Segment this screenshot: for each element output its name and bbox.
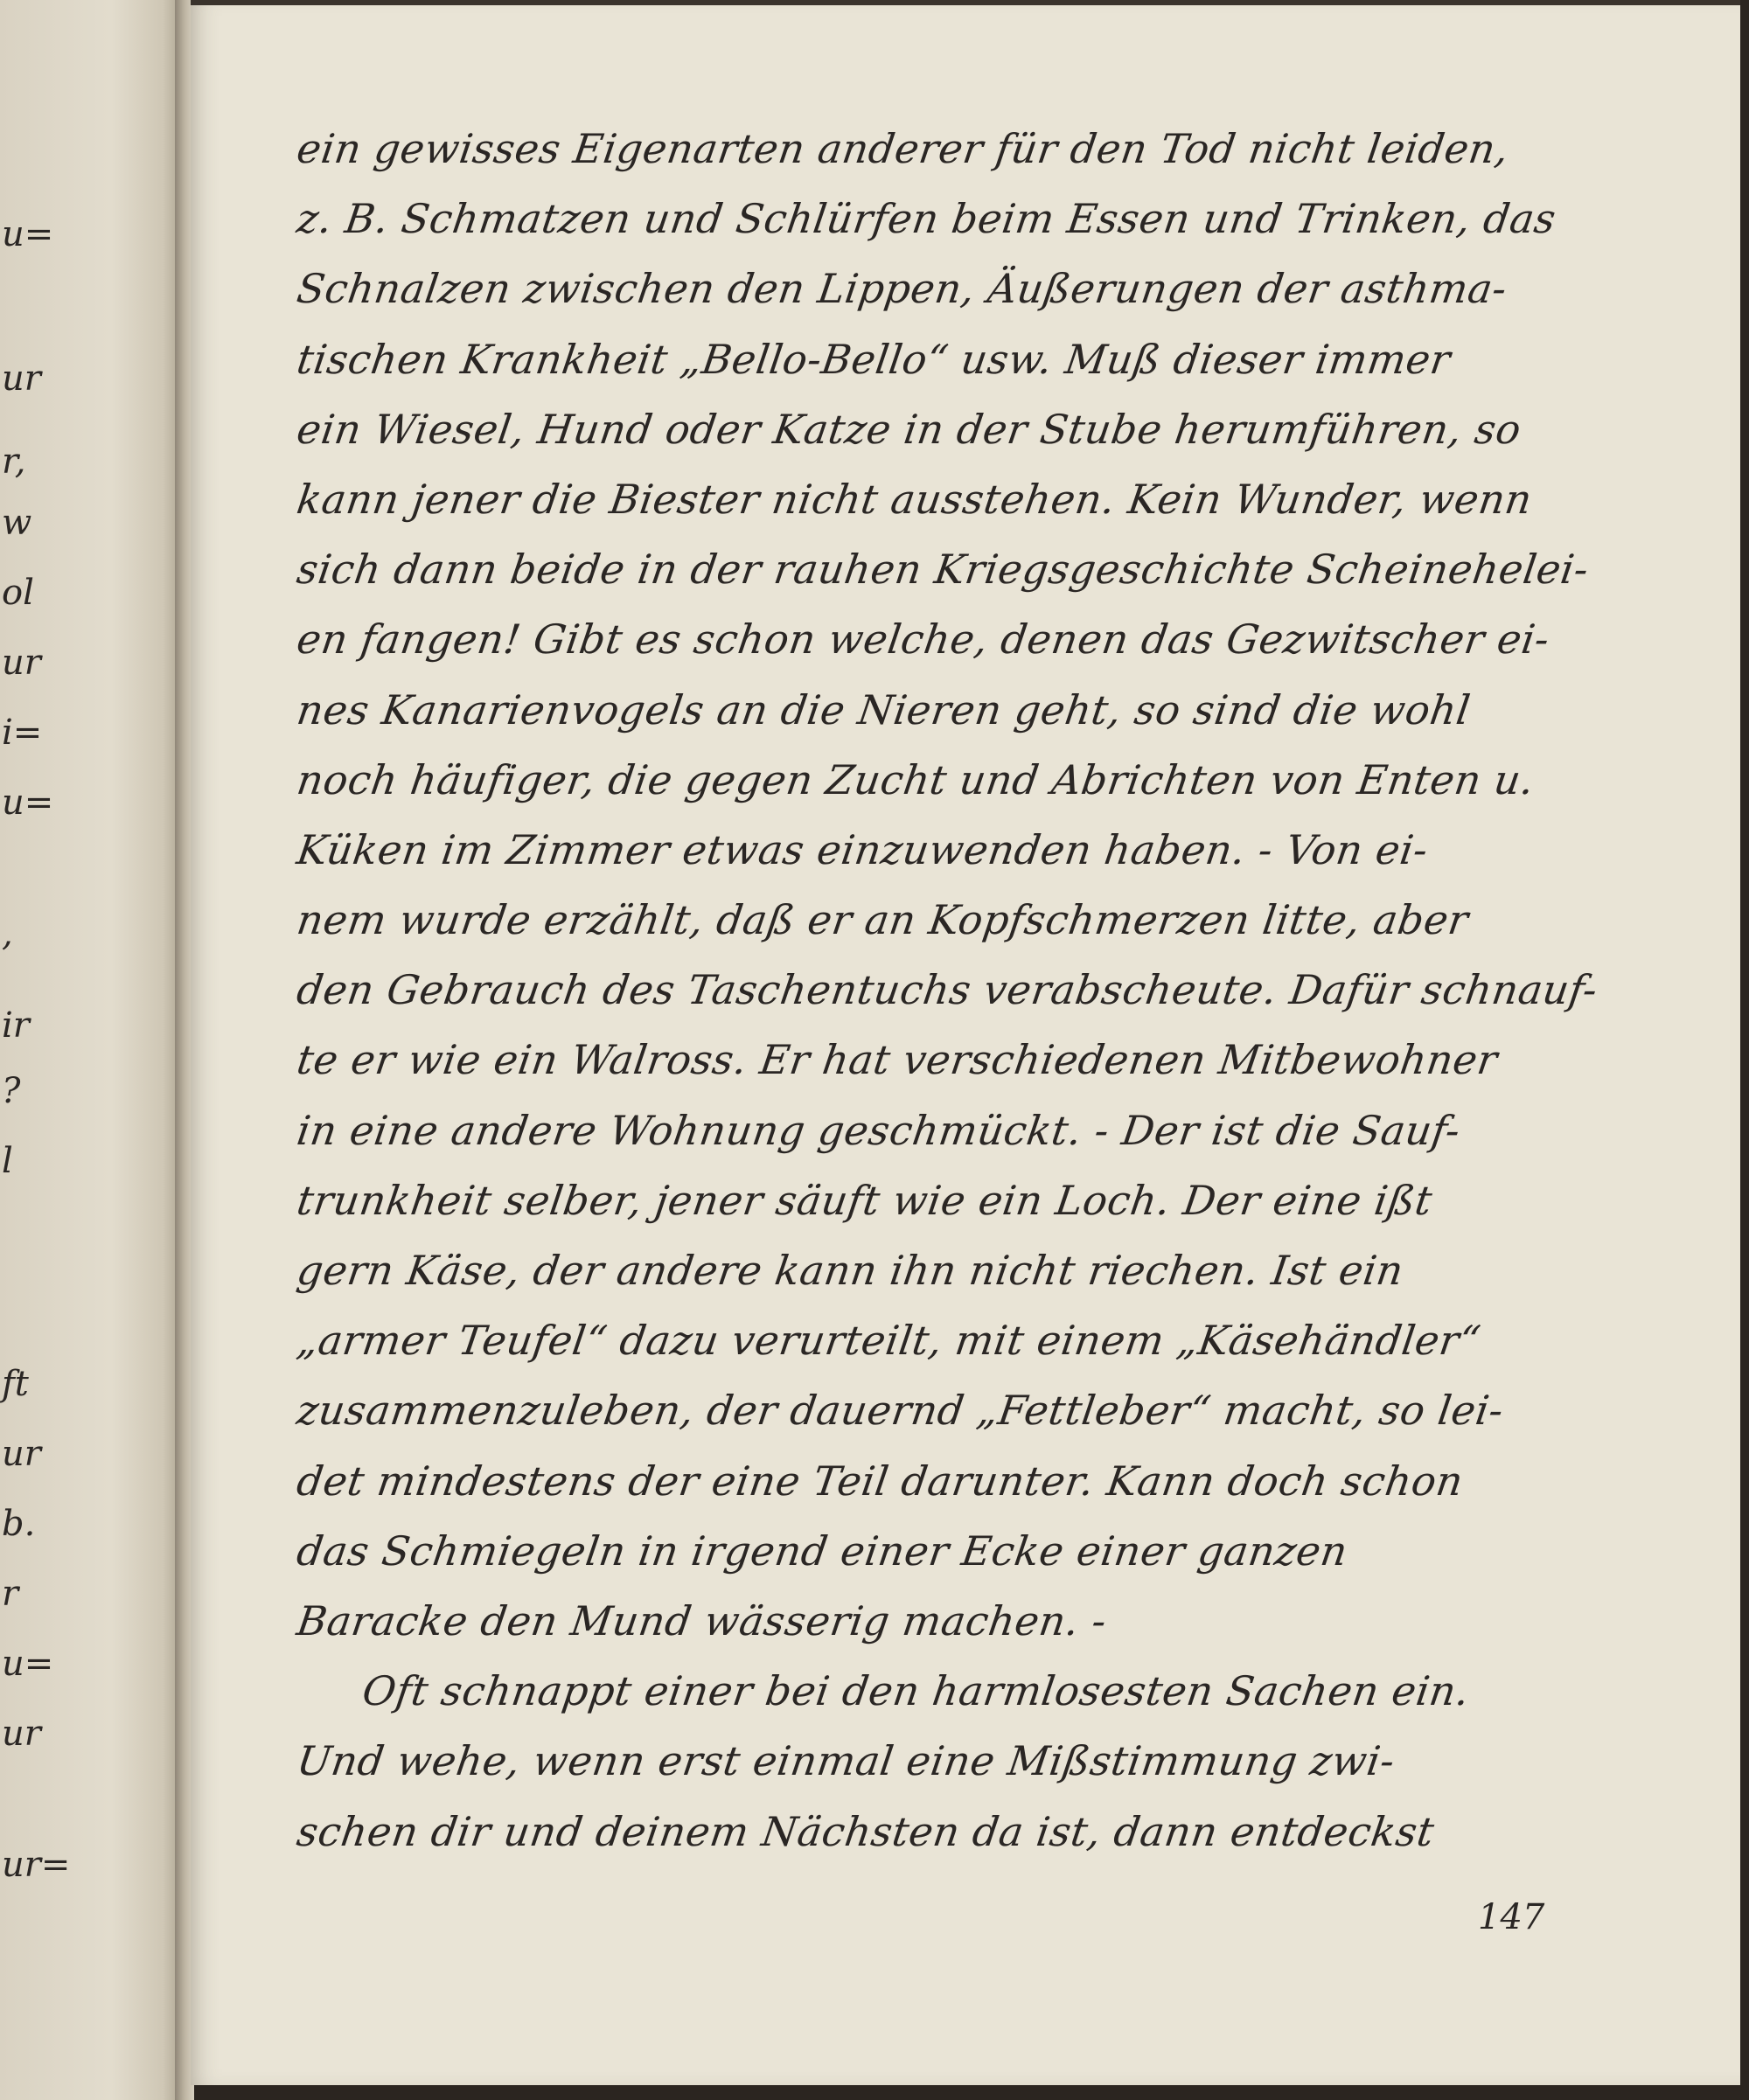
- text-line: schen dir und deinem Nächsten da ist, dann entdeckst: [294, 1807, 1438, 1855]
- text-line: trunkheit selber, jener säuft wie ein Loch. Der eine ißt: [294, 1176, 1436, 1224]
- left-page-fragment: ur: [2, 1434, 41, 1474]
- text-line: gern Käse, der andere kann ihn nicht riechen. Ist ein: [294, 1247, 1407, 1294]
- text-line: te er wie ein Walross. Er hat verschiedenen Mitbewohner: [294, 1036, 1501, 1084]
- text-line: Schnalzen zwischen den Lippen, Äußerungen der asthma-: [294, 265, 1510, 313]
- left-page-fragment: u=: [2, 1644, 54, 1684]
- handwritten-text-block: [294, 114, 1601, 1867]
- text-line: den Gebrauch des Taschentuchs verabscheute. Dafür schnauf-: [294, 966, 1601, 1014]
- left-page-fragment: ur=: [2, 1845, 71, 1885]
- text-line: nem wurde erzählt, daß er an Kopfschmerzen litte, aber: [294, 896, 1472, 944]
- text-line: z. B. Schmatzen und Schlürfen beim Essen und Trinken, das: [294, 195, 1559, 243]
- left-page-fragment: r,: [2, 442, 26, 482]
- text-line: zusammenzuleben, der dauernd „Fettleber“ macht, so lei-: [294, 1387, 1507, 1435]
- text-line: in eine andere Wohnung geschmückt. - Der ist die Sauf-: [294, 1106, 1464, 1154]
- text-line: ein gewisses Eigenarten anderer für den Tod nicht leiden,: [294, 125, 1512, 172]
- left-page-fragment: l: [2, 1141, 13, 1181]
- left-page-fragment: ur: [2, 358, 41, 399]
- left-page-fragment: ?: [2, 1071, 21, 1111]
- page-right-edge: [1740, 0, 1749, 2100]
- text-line: Und wehe, wenn erst einmal eine Mißstimmung zwi-: [294, 1737, 1398, 1785]
- left-page-fragment: w: [2, 503, 32, 543]
- text-line: „armer Teufel“ dazu verurteilt, mit einem „Käsehändler“: [294, 1317, 1484, 1365]
- text-line: Küken im Zimmer etwas einzuwenden haben. - Von ei-: [294, 825, 1432, 873]
- left-page-fragment: ur: [2, 643, 41, 683]
- left-page-fragment: i=: [2, 713, 43, 753]
- text-line: nes Kanarienvogels an die Nieren geht, so sind die wohl: [294, 685, 1474, 734]
- text-line: ein Wiesel, Hund oder Katze in der Stube herumführen, so: [294, 405, 1524, 453]
- left-page-fragment: ur: [2, 1714, 41, 1754]
- left-page-fragment: ir: [2, 1005, 30, 1046]
- left-page-text-fragments: [2, 0, 71, 2100]
- left-page-fragment: u=: [2, 214, 54, 254]
- left-page-fragment: ,: [2, 914, 13, 954]
- page-number: 147: [1478, 1897, 1545, 1937]
- text-line: en fangen! Gibt es schon welche, denen das Gezwitscher ei-: [294, 615, 1553, 664]
- text-line: das Schmiegeln in irgend einer Ecke einer ganzen: [294, 1526, 1351, 1575]
- text-line: Oft schnappt einer bei den harmlosesten Sachen ein.: [359, 1667, 1473, 1715]
- text-line: tischen Krankheit „Bello-Bello“ usw. Muß dieser immer: [294, 335, 1454, 383]
- left-page-fragment: ft: [2, 1364, 29, 1404]
- left-page-fragment: u=: [2, 782, 54, 823]
- text-line: kann jener die Biester nicht ausstehen. Kein Wunder, wenn: [294, 475, 1536, 523]
- page-top-edge: [191, 0, 1749, 5]
- text-line: sich dann beide in der rauhen Kriegsgeschichte Scheinehelei-: [294, 546, 1592, 594]
- left-page-fragment: b.: [2, 1504, 36, 1544]
- text-line: noch häufiger, die gegen Zucht und Abrichten von Enten u.: [294, 755, 1537, 803]
- left-page-fragment: r: [2, 1574, 19, 1614]
- text-line: det mindestens der eine Teil darunter. Kann doch schon: [294, 1457, 1467, 1505]
- left-page: [0, 0, 185, 2100]
- left-page-fragment: ol: [2, 573, 34, 613]
- text-line: Baracke den Mund wässerig machen. -: [294, 1596, 1110, 1645]
